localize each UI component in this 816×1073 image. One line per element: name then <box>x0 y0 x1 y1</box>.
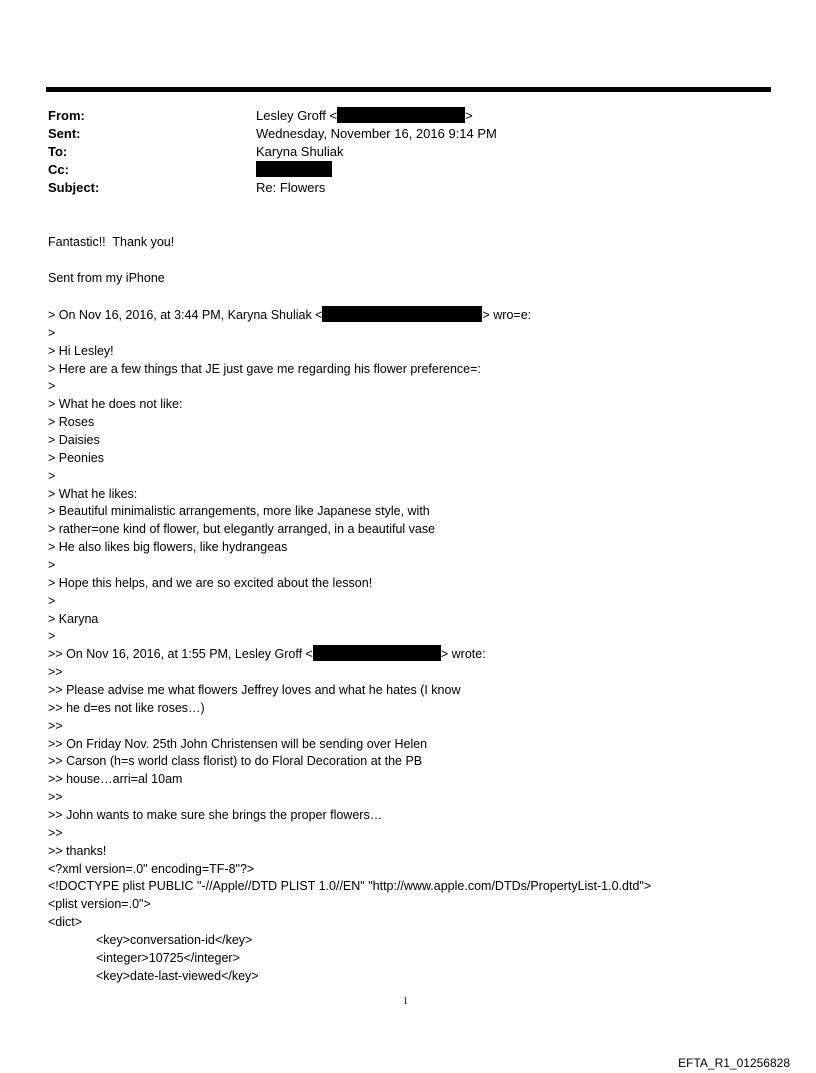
from-close: > <box>465 108 473 123</box>
quote-line: >> thanks! <box>48 844 107 858</box>
quote-line: >> Please advise me what flowers Jeffrey loves and what he hates (I know <box>48 683 461 697</box>
quote-line: >> house…arri=al 10am <box>48 772 183 786</box>
quote-line: > Hi Lesley! <box>48 344 114 358</box>
quote-line: > Beautiful minimalistic arrangements, more like Japanese style, with <box>48 504 430 518</box>
quote-line: > <box>48 594 56 608</box>
quote-line: > rather=one kind of flower, but elegantly arranged, in a beautiful vase <box>48 522 436 536</box>
quote-text: > On Nov 16, 2016, at 3:44 PM, Karyna Shuliak < <box>48 308 323 322</box>
quote-line: >> <box>48 719 63 733</box>
quote-line: > He also likes big flowers, like hydrangeas <box>48 540 288 554</box>
cc-label: Cc: <box>48 162 69 177</box>
quote-line: > Here are a few things that JE just gave me regarding his flower preference=: <box>48 362 481 376</box>
quote-text: >> On Nov 16, 2016, at 1:55 PM, Lesley Groff < <box>48 647 313 661</box>
subject-label: Subject: <box>48 180 100 195</box>
quote-line: > Karyna <box>48 612 99 626</box>
quote-line: > What he likes: <box>48 487 138 501</box>
from-value <box>256 107 473 125</box>
quote-line <box>48 645 486 663</box>
header-rule <box>46 87 771 92</box>
quote-text: > wro=e: <box>482 308 532 322</box>
to-value: Karyna Shuliak <box>256 144 344 159</box>
quote-line: > <box>48 558 56 572</box>
quote-line: > <box>48 629 56 643</box>
quote-line: >> <box>48 790 63 804</box>
quote-line: >> John wants to make sure she brings the proper flowers… <box>48 808 383 822</box>
quote-line: >> <box>48 665 63 679</box>
from-label: From: <box>48 108 85 123</box>
quote-line: > Peonies <box>48 451 104 465</box>
sent-value: Wednesday, November 16, 2016 9:14 PM <box>256 126 497 141</box>
body-line: Sent from my iPhone <box>48 271 165 285</box>
xml-line: <key>date-last-viewed</key> <box>96 969 259 983</box>
xml-line: <?xml version=.0" encoding=TF-8"?> <box>48 862 255 876</box>
bates-number: EFTA_R1_01256828 <box>678 1056 790 1070</box>
xml-line: <dict> <box>48 915 83 929</box>
to-label: To: <box>48 144 68 159</box>
xml-line: <plist version=.0"> <box>48 897 151 911</box>
quote-line <box>48 306 531 324</box>
xml-line: <key>conversation-id</key> <box>96 933 253 947</box>
xml-line: <!DOCTYPE plist PUBLIC "-//Apple//DTD PLIST 1.0//EN" "http://www.apple.com/DTDs/PropertyList-1.0.dtd"> <box>48 879 652 893</box>
quote-line: > Daisies <box>48 433 100 447</box>
quote-line: >> On Friday Nov. 25th John Christensen will be sending over Helen <box>48 737 428 751</box>
body-line: Fantastic!! Thank you! <box>48 235 175 249</box>
page-number: 1 <box>403 996 408 1007</box>
quote-line: > Hope this helps, and we are so excited about the lesson! <box>48 576 373 590</box>
quote-line: > Roses <box>48 415 95 429</box>
quote-line: > What he does not like: <box>48 397 183 411</box>
quote-line: >> <box>48 826 63 840</box>
from-name: Lesley Groff < <box>256 108 338 123</box>
xml-line: <integer>10725</integer> <box>96 951 240 965</box>
redaction-box <box>322 306 482 322</box>
quote-line: > <box>48 469 56 483</box>
quote-line: > <box>48 326 56 340</box>
redaction-box <box>256 161 332 177</box>
cc-value <box>256 161 332 179</box>
quote-line: >> he d=es not like roses…) <box>48 701 205 715</box>
quote-text: > wrote: <box>440 647 486 661</box>
redaction-box <box>313 645 441 661</box>
quote-line: > <box>48 379 56 393</box>
quote-line: >> Carson (h=s world class florist) to do Floral Decoration at the PB <box>48 754 423 768</box>
sent-label: Sent: <box>48 126 81 141</box>
redaction-box <box>337 107 465 123</box>
subject-value: Re: Flowers <box>256 180 326 195</box>
